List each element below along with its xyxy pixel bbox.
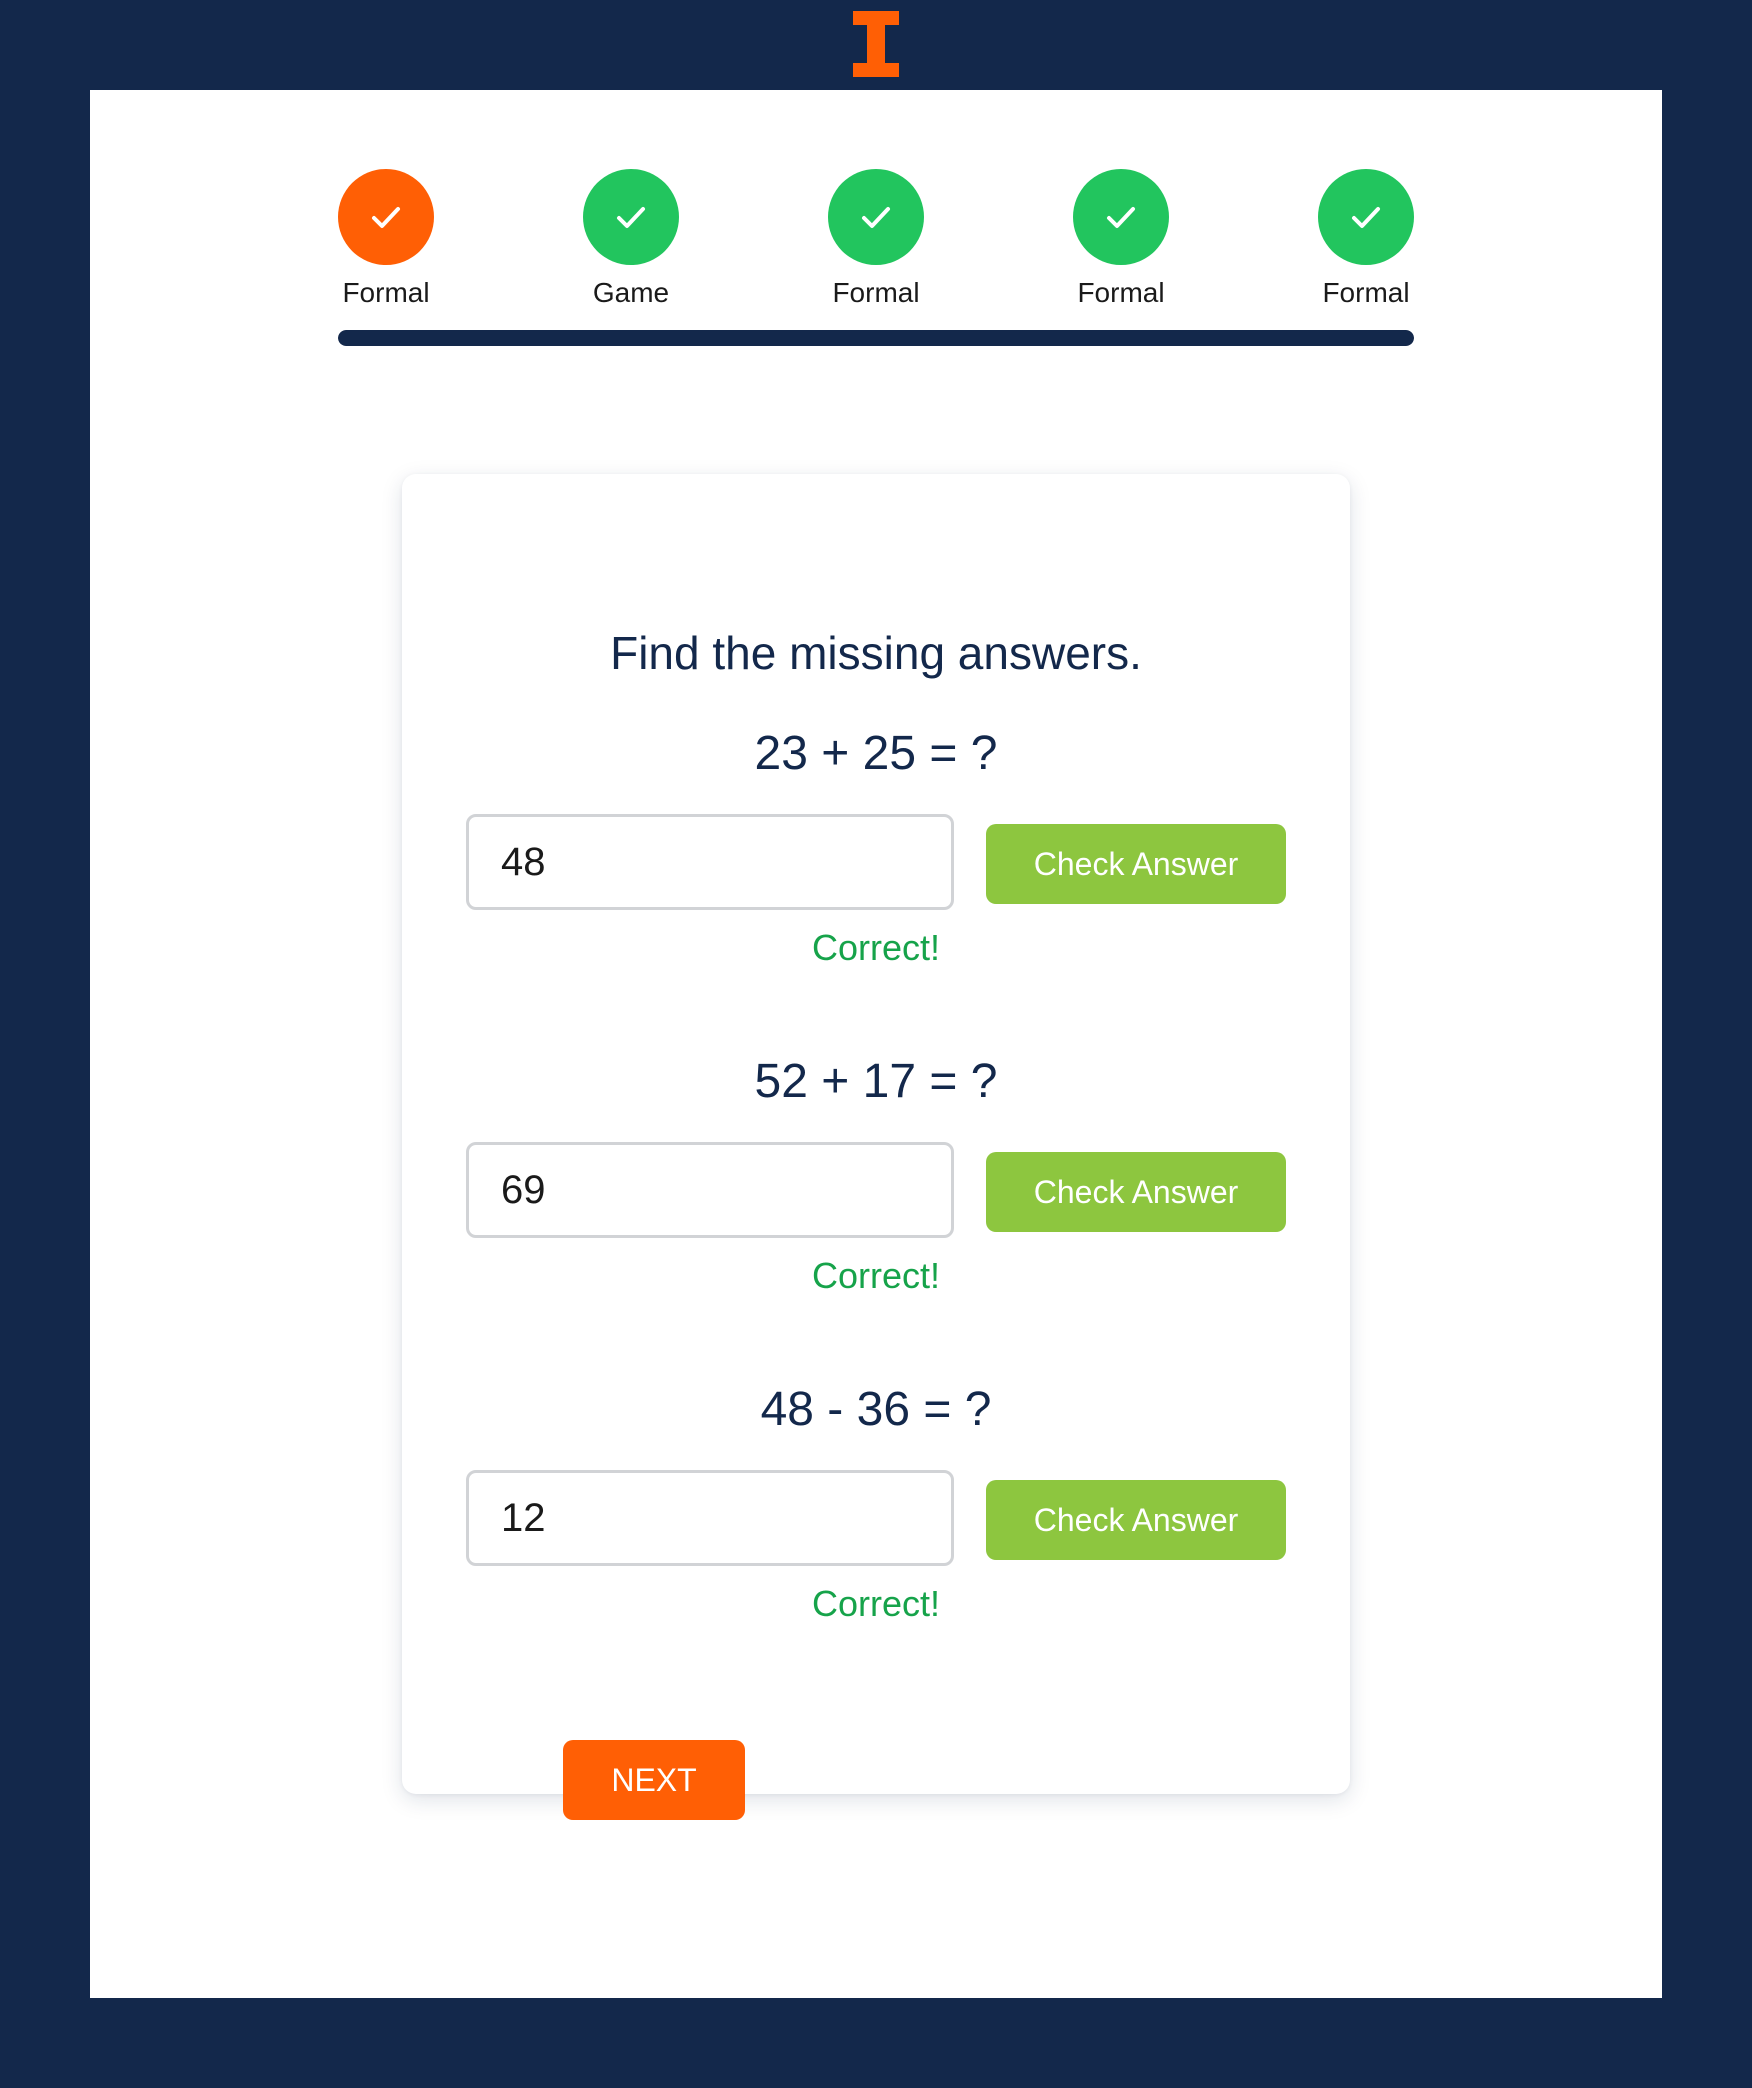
step-4[interactable] (1051, 169, 1191, 309)
step-label: Game (592, 277, 670, 308)
answer-input[interactable] (466, 814, 954, 910)
check-icon (366, 197, 406, 237)
step-status-circle (583, 169, 679, 265)
step-5[interactable] (1296, 169, 1436, 309)
step-label: Formal (832, 277, 920, 308)
check-icon (1346, 197, 1386, 237)
check-answer-button[interactable]: Check Answer (986, 1152, 1286, 1232)
block-i-logo-icon (853, 11, 899, 77)
question-block-2 (402, 1055, 1350, 1358)
answer-input[interactable] (466, 1142, 954, 1238)
answer-input[interactable] (466, 1470, 954, 1566)
step-status-circle (1073, 169, 1169, 265)
question-prompt: 52 + 17 = ? (754, 1055, 998, 1108)
step-status-circle (1318, 169, 1414, 265)
progress-bar-fill (338, 330, 1414, 346)
question-block-1 (402, 727, 1350, 1030)
question-block-3 (402, 1383, 1350, 1686)
check-icon (856, 197, 896, 237)
check-icon (1101, 197, 1141, 237)
next-button[interactable]: NEXT (563, 1740, 745, 1820)
lesson-stepper (338, 169, 1414, 439)
question-card (402, 474, 1350, 1794)
step-3[interactable] (806, 169, 946, 309)
progress-bar (338, 330, 1414, 346)
question-prompt: 23 + 25 = ? (754, 727, 998, 780)
feedback-correct: Correct! (811, 1255, 941, 1296)
step-status-circle (338, 169, 434, 265)
feedback-correct: Correct! (811, 1583, 941, 1624)
card-title: Find the missing answers. (610, 627, 1142, 679)
step-label: Formal (1322, 277, 1410, 308)
step-label: Formal (342, 277, 430, 308)
step-label: Formal (1077, 277, 1165, 308)
question-prompt: 48 - 36 = ? (760, 1383, 992, 1436)
step-1[interactable] (316, 169, 456, 309)
step-2[interactable] (561, 169, 701, 309)
feedback-correct: Correct! (811, 927, 941, 968)
check-icon (611, 197, 651, 237)
main-panel (90, 90, 1662, 1998)
check-answer-button[interactable]: Check Answer (986, 824, 1286, 904)
check-answer-button[interactable]: Check Answer (986, 1480, 1286, 1560)
step-status-circle (828, 169, 924, 265)
